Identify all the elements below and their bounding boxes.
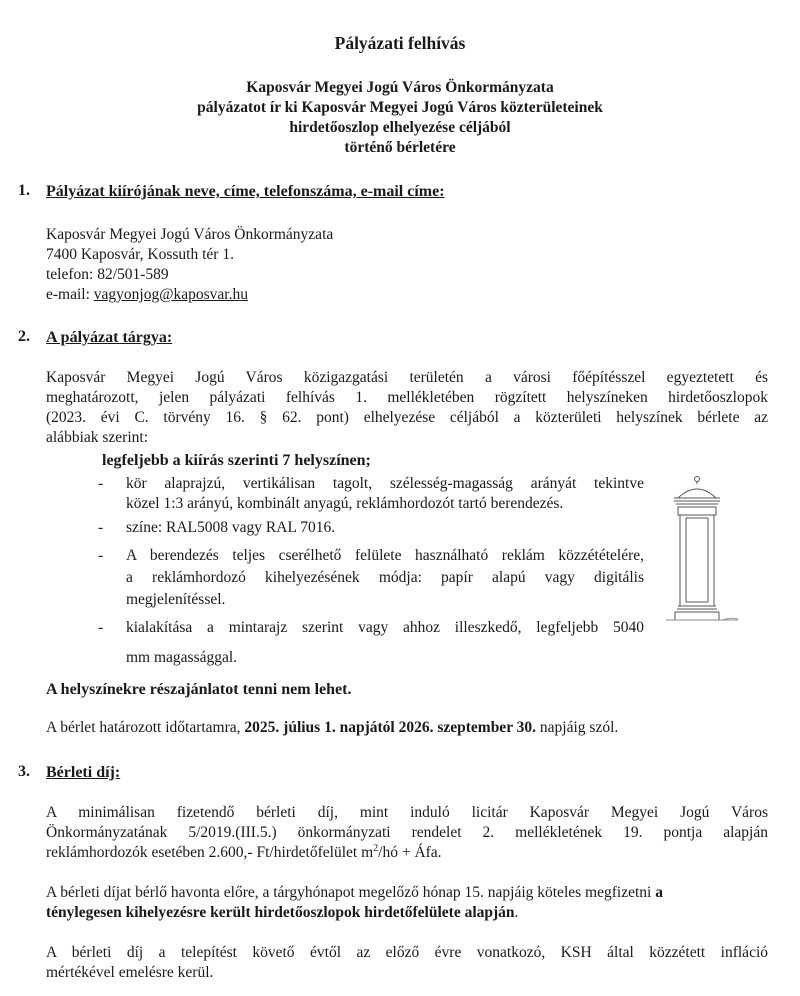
bullet-2-line-1: színe: RAL5008 vagy RAL 7016. xyxy=(126,519,336,536)
bullet-dash-3: - xyxy=(98,547,104,564)
period-suffix: napjáig szól. xyxy=(536,719,619,736)
doc-title: Pályázati felhívás xyxy=(334,33,466,53)
issuer-address: 7400 Kaposvár, Kossuth tér 1. xyxy=(46,246,234,263)
email-link[interactable]: vagyonjog@kaposvar.hu xyxy=(93,286,248,303)
square-superscript: 2 xyxy=(373,842,379,854)
bullet-1-line-1: kör alaprajzú, vertikálisan tagolt, szélesség-magasság arányát tekintve xyxy=(126,475,644,492)
bullet-1-line-2: közel 1:3 arányú, kombinált anyagú, reklámhordozót tartó berendezés. xyxy=(126,495,564,512)
payment-text: A bérleti díjat bérlő havonta előre, a tárgyhónapot megelőző hónap 15. napjáig köteles megfizetni xyxy=(46,884,656,901)
bullet-3-line-3: megjelenítéssel. xyxy=(126,591,226,608)
fee-suffix: /hó + Áfa. xyxy=(378,844,442,861)
s3-para3-line-2: mértékével emelésre kerül. xyxy=(46,964,214,981)
s2-para-line-3: (2023. évi C. törvény 16. § 62. pont) elhelyezése céljából a közterületi helyszínek bérlete az xyxy=(46,409,768,426)
issuer-phone: telefon: 82/501-589 xyxy=(46,266,169,283)
section-1-heading: Pályázat kiírójának neve, címe, telefonszáma, e-mail címe: xyxy=(46,183,445,200)
bullet-3-line-1: A berendezés teljes cserélhető felülete használható reklám közzétételére, xyxy=(126,547,644,564)
period-prefix: A bérlet határozott időtartamra, xyxy=(46,719,245,736)
subtitle-line-2: pályázatot ír ki Kaposvár Megyei Jogú Város közterületeinek xyxy=(197,99,603,116)
bullet-4-line-2: mm magassággal. xyxy=(126,649,238,666)
subtitle-line-1: Kaposvár Megyei Jogú Város Önkormányzata xyxy=(246,79,554,96)
no-partial-offer-note: A helyszínekre részajánlatot tenni nem lehet. xyxy=(46,681,352,698)
s2-para-line-2: meghatározott, jelen pályázati felhívás 1. mellékletében rögzített helyszíneken hirdetőoszlopok xyxy=(46,389,768,406)
lease-period-line xyxy=(46,718,618,737)
s2-para-line-1: Kaposvár Megyei Jogú Város közigazgatási területén a városi főépítésszel egyeztetett és xyxy=(46,369,768,386)
section-3-number: 3. xyxy=(18,763,30,780)
s2-para-line-4: alábbiak szerint: xyxy=(46,429,148,446)
s3-para3-line-1: A bérleti díj a telepítést követő évtől az előző évre vonatkozó, KSH által közzétett infláció xyxy=(46,944,768,961)
payment-basis: ténylegesen kihelyezésre került hirdetőoszlopok hirdetőfelülete alapján xyxy=(46,904,515,921)
section-1-number: 1. xyxy=(18,182,30,199)
bullet-dash-2: - xyxy=(98,519,104,536)
s3-para1-line-1: A minimálisan fizetendő bérleti díj, mint induló licitár Kaposvár Megyei Jogú Város xyxy=(46,804,768,821)
issuer-name: Kaposvár Megyei Jogú Város Önkormányzata xyxy=(46,226,334,243)
bullet-3-line-2: a reklámhordozó kihelyezésének módja: papír alapú vagy digitális xyxy=(126,569,644,586)
advertising-pillar-drawing xyxy=(652,474,742,634)
section-2-number: 2. xyxy=(18,328,30,345)
bullet-dash-1: - xyxy=(98,475,104,492)
subtitle-line-4: történő bérletére xyxy=(344,139,456,156)
bullet-4-line-1: kialakítása a mintarajz szerint vagy ahhoz illeszkedő, legfeljebb 5040 xyxy=(126,619,644,636)
section-2-heading: A pályázat tárgya: xyxy=(46,329,173,346)
fee-text: reklámhordozók esetében 2.600,- Ft/hirdetőfelület m xyxy=(46,844,374,861)
section-3-heading: Bérleti díj: xyxy=(46,764,121,781)
period-dates: 2025. július 1. napjától 2026. szeptember 30. xyxy=(244,719,537,736)
bullet-dash-4: - xyxy=(98,619,104,636)
payment-period: . xyxy=(514,904,519,921)
issuer-email-row xyxy=(46,285,248,304)
s3-para2-line-2 xyxy=(46,903,518,922)
s3-para2-line-1 xyxy=(46,883,663,902)
payment-bold-a: a xyxy=(655,884,663,901)
s3-para1-line-3 xyxy=(46,843,442,862)
s3-para1-line-2: Önkormányzatának 5/2019.(III.5.) önkormányzati rendelet 2. mellékletének 19. pontja alapján xyxy=(46,824,768,841)
email-label: e-mail: xyxy=(46,286,94,303)
subtitle-line-3: hirdetőoszlop elhelyezése céljából xyxy=(289,119,511,136)
location-count-line: legfeljebb a kiírás szerinti 7 helyszínen; xyxy=(102,452,371,469)
